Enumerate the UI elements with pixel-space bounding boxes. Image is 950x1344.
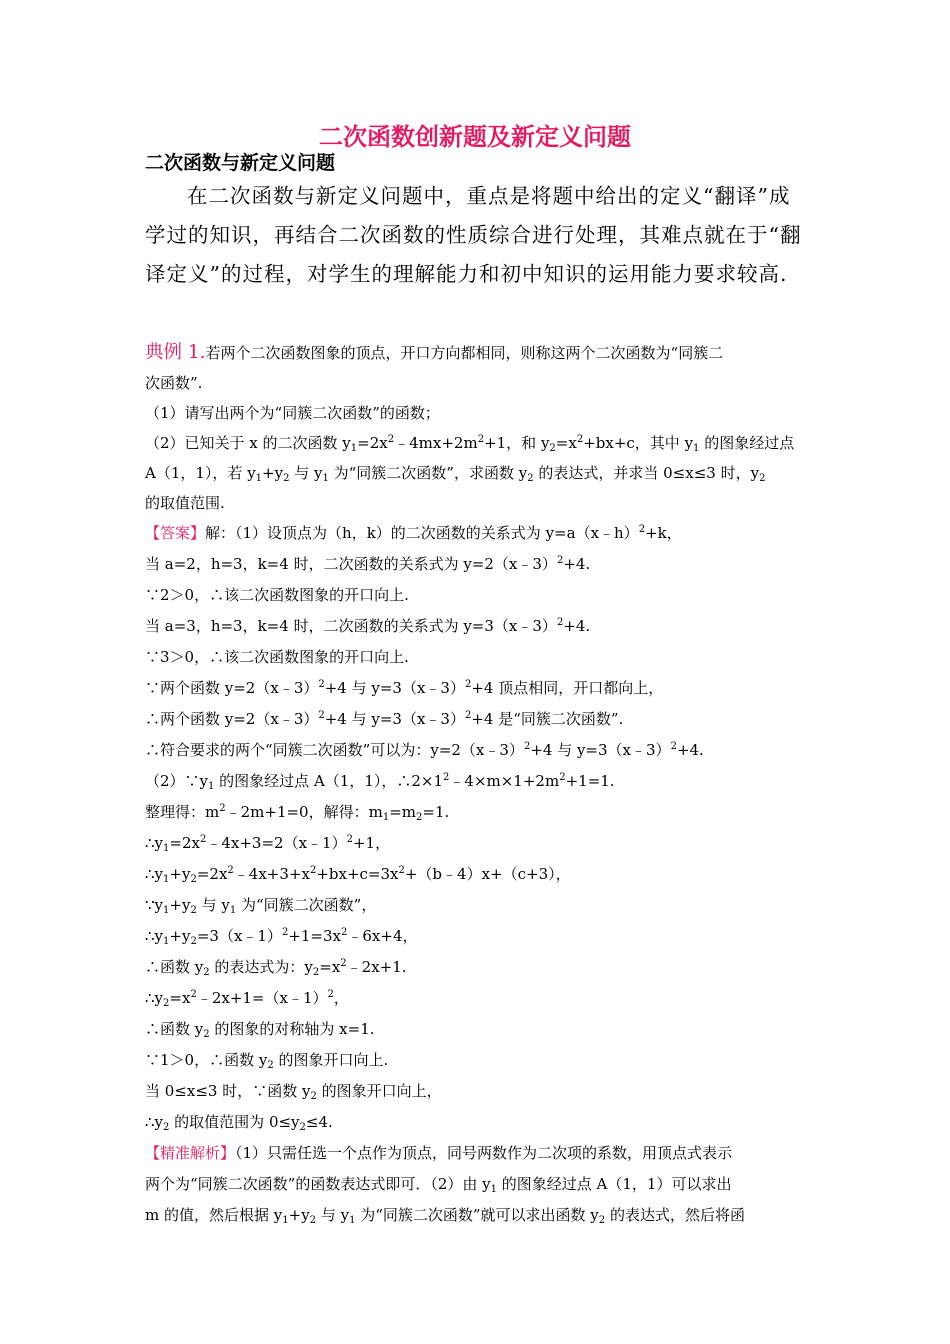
answer-tag: 【答案】 (145, 524, 206, 542)
example-line (145, 338, 807, 368)
analysis-line: 两个为“同簇二次函数”的函数表达式即可．（2）由 $y_1$ 的图象经过点 A（1，1）可以求出 (145, 1175, 732, 1195)
analysis-text: （1）只需任选一个点作为顶点，同号两数作为二次项的系数，用顶点式表示 (235, 1144, 733, 1162)
analysis-line: m 的值，然后根据 $y_1+y_2$ 与 $y_1$ 为“同簇二次函数”就可以求出函数 $y_2$ 的表达式，然后将函 (145, 1206, 745, 1226)
answer-line: 整理得：$m^2﹣2m+1=0$，解得：$m_1=m_2=1$. (145, 803, 450, 823)
example-body (145, 338, 807, 1231)
answer-line: 【答案】解：（1）设顶点为（h，k）的二次函数的关系式为 y=a（x﹣h）$^2$+k， (145, 524, 682, 542)
answer-line: ∵2＞0，∴该二次函数图象的开口向上. (145, 586, 409, 604)
answer-line: 当 a=3，h=3，k=4 时，二次函数的关系式为 y=3（x﹣3）$^2$+4. (145, 617, 591, 635)
answer-line: $\therefore y_2$ 的取值范围为 $0\le y_2\le 4$. (145, 1113, 333, 1133)
answer-line: ∵1＞0，∴函数 $y_2$ 的图象开口向上. (145, 1051, 389, 1071)
answer-line: ∴函数 $y_2$ 的表达式为：$y_2=x^2﹣2x+1$. (145, 958, 407, 978)
question-2: A（1，1），若 $y_1+y_2$ 与 $y_1$ 为“同簇二次函数”，求函数 $y_2$ 的表达式，并求当 0≤x≤3 时，$y_2$ (145, 464, 766, 484)
section-heading: 二次函数与新定义问题 (145, 152, 336, 174)
example-lead: 典例 1. (145, 342, 206, 363)
answer-line: ∵两个函数 y=2（x﹣3）$^2$+4 与 y=3（x﹣3）$^2$+4 顶点相同，开口都向上， (145, 679, 664, 697)
answer-line: ∴函数 $y_2$ 的图象的对称轴为 x=1. (145, 1020, 375, 1040)
example-text: 若两个二次函数图象的顶点，开口方向都相同，则称这两个二次函数为“同簇二 (205, 344, 724, 362)
answer-line: $(2)\because y_1$ 的图象经过点 A（1，1），$\therefore 2\times 1^2﹣4\times m\times 1+2m^2+1=1$. (145, 772, 615, 792)
analysis-line (145, 1138, 807, 1169)
answer-line: $\therefore y_1=2x^2﹣4x+3=2(x﹣1)^2+1$， (145, 834, 391, 854)
analysis-tag: 【精准解析】 (145, 1144, 236, 1162)
answer-line: ∵3＞0，∴该二次函数图象的开口向上. (145, 648, 409, 666)
analysis-text: 两个为“同簇二次函数”的函数表达式即可．（2）由 (145, 1175, 478, 1193)
page-title: 二次函数创新题及新定义问题 (319, 122, 631, 151)
question-1: （1）请写出两个为“同簇二次函数”的函数； (145, 404, 440, 422)
answer-line: $\because y_1+y_2$ 与 $y_1$ 为“同簇二次函数”， (145, 896, 377, 916)
answer-line: ∴两个函数 y=2（x﹣3）$^2$+4 与 y=3（x﹣3）$^2$+4 是“同簇二次函数”. (145, 710, 624, 728)
intro-paragraph: 在二次函数与新定义问题中，重点是将题中给出的定义“翻译”成学过的知识，再结合二次函数的性质综合进行处理，其难点就在于“翻译定义”的过程，对学生的理解能力和初中知识的运用能力要求较高. (145, 184, 802, 286)
answer-line: $\therefore y_2=x^2﹣2x+1=(x﹣1)^2$， (145, 989, 349, 1009)
question-2: （2）已知关于 x 的二次函数 $y_1=2x^2﹣4mx+2m^2+1$，和 $y_2=x^2+bx+c$，其中 $y_1$ 的图象经过点 (145, 434, 795, 454)
answer-line: $\therefore y_1+y_2=2x^2﹣4x+3+x^2+bx+c=3x^2+(b﹣4)x+(c+3)$， (145, 865, 571, 885)
answer-line: 当 a=2，h=3，k=4 时，二次函数的关系式为 y=2（x﹣3）$^2$+4. (145, 555, 591, 573)
example-line: 次函数”. (145, 374, 203, 392)
answer-line: 当 0≤x≤3 时，∵函数 $y_2$ 的图象开口向上， (145, 1082, 442, 1102)
question-2: 的取值范围. (145, 494, 225, 512)
answer-line: $\therefore y_1+y_2=3(x﹣1)^2+1=3x^2﹣6x+4$， (145, 927, 418, 947)
answer-line: ∴符合要求的两个“同簇二次函数”可以为：y=2（x﹣3）$^2$+4 与 y=3（x﹣3）$^2$+4. (145, 741, 704, 759)
